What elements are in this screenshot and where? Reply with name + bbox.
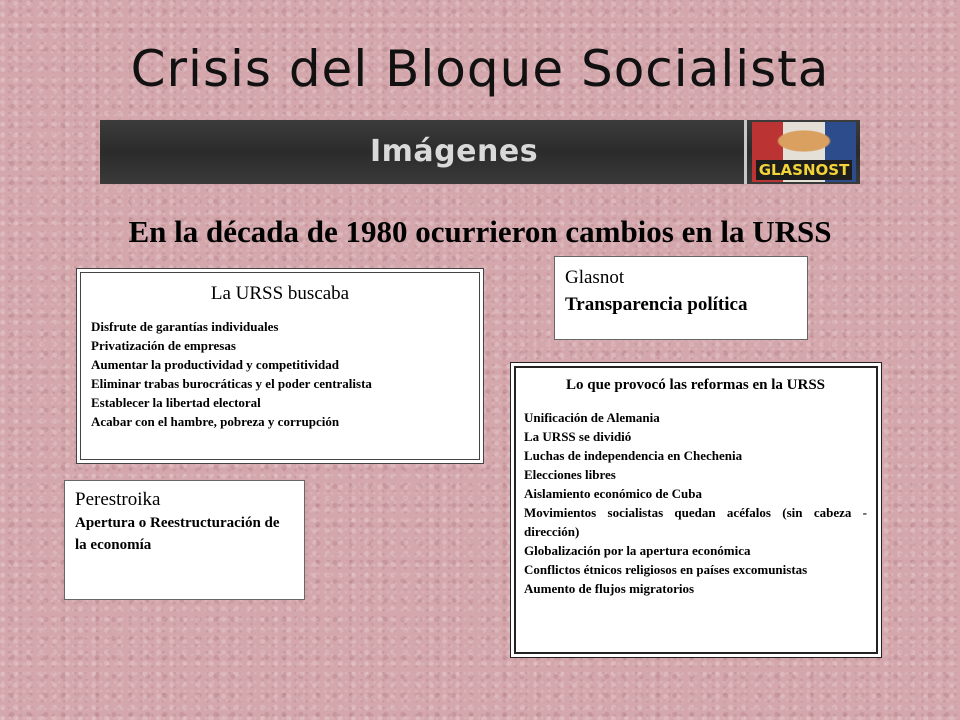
list-item: Eliminar trabas burocráticas y el poder centralista <box>91 376 372 391</box>
list-item: Establecer la libertad electoral <box>91 395 261 410</box>
list-item: Unificación de Alemania <box>524 410 660 425</box>
handshake-icon <box>772 128 836 154</box>
list-item: Movimientos socialistas quedan acéfalos (sin cabeza - dirección) <box>524 505 867 539</box>
perestroika-box <box>64 480 305 600</box>
reforms-consequences-box <box>510 362 882 658</box>
glasnost-handshake-image <box>752 122 856 182</box>
banner-divider <box>744 120 747 184</box>
list-item: Privatización de empresas <box>91 338 236 353</box>
list-item: Aislamiento económico de Cuba <box>524 486 703 501</box>
list-item: Luchas de independencia en Chechenia <box>524 448 743 463</box>
urss-goals-heading: La URSS buscaba <box>210 283 350 304</box>
urss-goals-box <box>76 268 484 464</box>
glasnost-definition: Transparencia política <box>565 294 748 315</box>
list-item: Globalización por la apertura económica <box>524 543 751 558</box>
list-item: Elecciones libres <box>524 467 616 482</box>
list-item: Aumento de flujos migratorios <box>524 581 695 596</box>
reforms-heading: Lo que provocó las reformas en la URSS <box>565 377 826 393</box>
images-banner <box>100 120 860 184</box>
list-item: La URSS se dividió <box>524 429 632 444</box>
perestroika-definition: Apertura o Reestructuración de la economía <box>75 515 280 553</box>
glasnost-box <box>554 256 808 340</box>
list-item: Aumentar la productividad y competitividad <box>91 357 339 372</box>
list-item: Acabar con el hambre, pobreza y corrupción <box>91 414 340 429</box>
slide-title: Crisis del Bloque Socialista <box>130 40 830 98</box>
glasnost-image-label: GLASNOST <box>756 160 852 180</box>
slide-subtitle: En la década de 1980 ocurrieron cambios en la URSS <box>128 214 832 249</box>
banner-text: Imágenes <box>370 134 539 169</box>
list-item: Disfrute de garantías individuales <box>91 319 279 334</box>
glasnost-heading: Glasnot <box>565 267 625 288</box>
list-item: Conflictos étnicos religiosos en países excomunistas <box>524 562 808 577</box>
perestroika-heading: Perestroika <box>75 489 161 510</box>
